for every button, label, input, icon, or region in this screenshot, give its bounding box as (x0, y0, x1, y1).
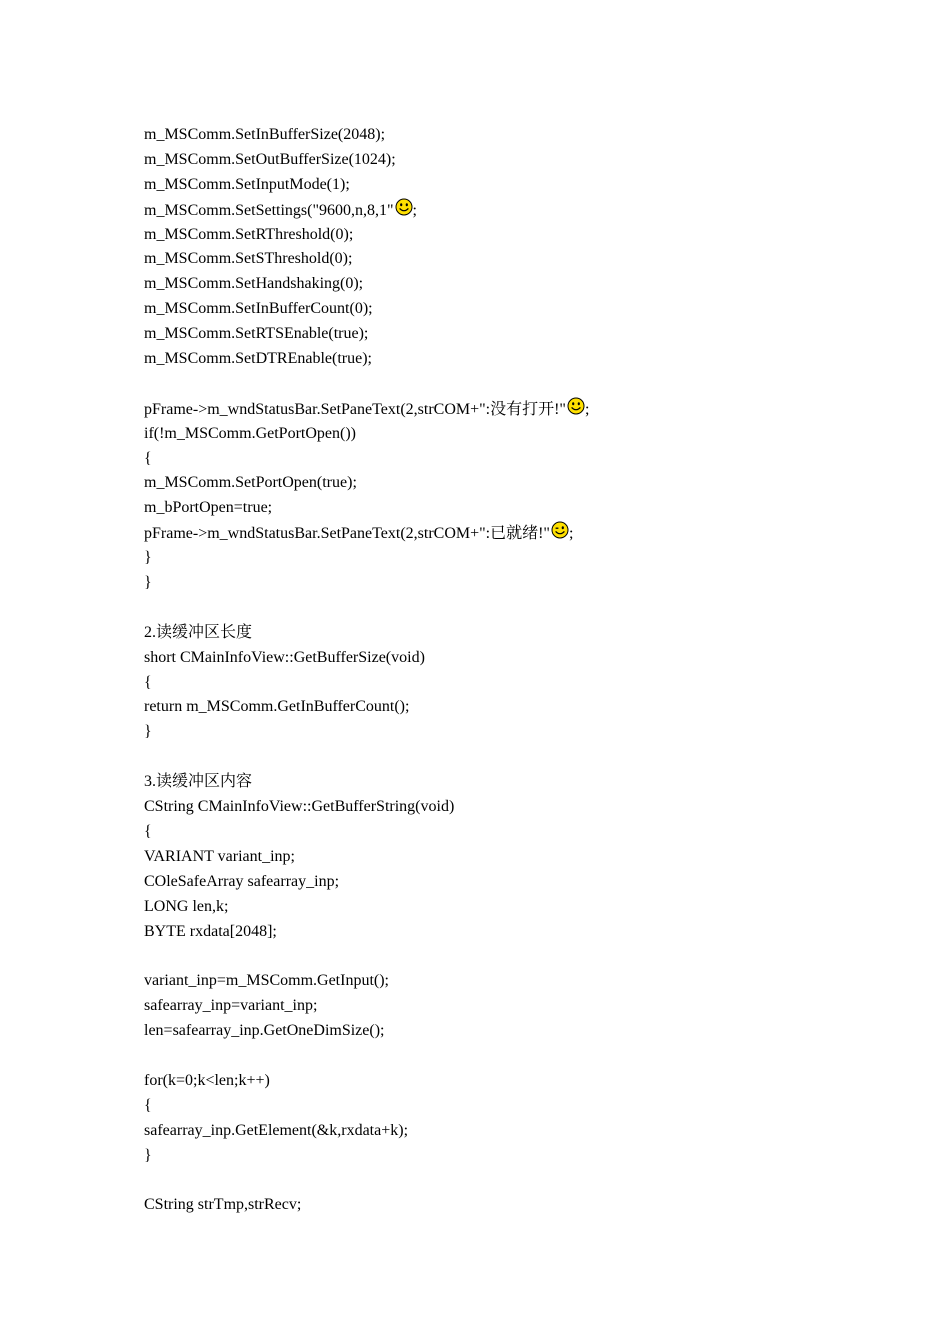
code-line (144, 1144, 904, 1169)
code-line (144, 895, 904, 920)
code-line-suffix: ; (412, 201, 417, 219)
code-line (144, 123, 904, 148)
code-line-text: variant_inp=m_MSComm.GetInput(); (144, 972, 389, 990)
code-line-text: { (144, 449, 152, 467)
smile-emoticon-icon (395, 198, 413, 216)
code-line-text: LONG len,k; (144, 897, 229, 915)
blank-line (144, 372, 904, 397)
code-line (144, 1094, 904, 1119)
code-line-suffix: ; (584, 400, 590, 418)
code-line-text: m_MSComm.SetSettings("9600,n,8,1" (144, 201, 394, 219)
blank-line (144, 745, 904, 770)
code-line-text: for(k=0;k<len;k++) (144, 1071, 270, 1089)
smile-emoticon-icon (567, 397, 585, 415)
wink-emoticon-icon (551, 521, 569, 539)
code-line-text: short CMainInfoView::GetBufferSize(void) (144, 648, 425, 666)
code-line-text: 3.读缓冲区内容 (144, 773, 253, 791)
code-line (144, 422, 904, 447)
code-line (144, 247, 904, 272)
code-line-text: { (144, 822, 152, 840)
code-line-text: CString CMainInfoView::GetBufferString(void) (144, 798, 455, 816)
code-line-text: } (144, 549, 152, 567)
code-line (144, 770, 904, 795)
code-line (144, 1193, 904, 1218)
code-line (144, 571, 904, 596)
emoticon-eye (572, 402, 574, 405)
code-line (144, 521, 904, 546)
code-listing (144, 123, 904, 1218)
code-line (144, 198, 904, 223)
code-line-text: 2.读缓冲区长度 (144, 623, 253, 641)
code-line-text: } (144, 723, 152, 741)
code-line-text: { (144, 1096, 152, 1114)
blank-line (144, 596, 904, 621)
code-line (144, 322, 904, 347)
code-line-text: len=safearray_inp.GetOneDimSize(); (144, 1022, 385, 1040)
emoticon-eye (400, 203, 402, 206)
code-line (144, 496, 904, 521)
code-line (144, 297, 904, 322)
code-line (144, 447, 904, 472)
code-line-text: m_MSComm.SetInBufferCount(0); (144, 300, 373, 318)
blank-line (144, 944, 904, 969)
code-line-text: m_MSComm.SetHandshaking(0); (144, 275, 364, 293)
code-line (144, 1119, 904, 1144)
code-line (144, 1019, 904, 1044)
code-line-text: m_bPortOpen=true; (144, 499, 273, 517)
emoticon-eye (405, 203, 407, 206)
code-line-text: m_MSComm.SetInputMode(1); (144, 175, 350, 193)
code-line-text: if(!m_MSComm.GetPortOpen()) (144, 424, 356, 442)
code-line-text: m_MSComm.SetOutBufferSize(1024); (144, 150, 396, 168)
code-line-text: m_MSComm.SetInBufferSize(2048); (144, 126, 386, 143)
code-line-text: VARIANT variant_inp; (144, 847, 295, 865)
emoticon-face (552, 522, 568, 538)
code-line (144, 148, 904, 173)
code-line-text: BYTE rxdata[2048]; (144, 922, 277, 940)
code-line (144, 920, 904, 945)
code-line-text: m_MSComm.SetRThreshold(0); (144, 225, 354, 243)
emoticon-eye (578, 402, 580, 405)
code-line (144, 471, 904, 496)
code-line (144, 546, 904, 571)
code-line (144, 272, 904, 297)
code-line (144, 223, 904, 248)
code-line (144, 870, 904, 895)
code-line-text: return m_MSComm.GetInBufferCount(); (144, 698, 410, 716)
code-line (144, 173, 904, 198)
blank-line (144, 1168, 904, 1193)
code-line (144, 671, 904, 696)
code-line (144, 397, 904, 422)
code-line (144, 795, 904, 820)
code-line (144, 646, 904, 671)
code-line (144, 347, 904, 372)
code-line (144, 820, 904, 845)
emoticon-eye (562, 527, 564, 530)
code-line-text: { (144, 673, 152, 691)
code-line-text: m_MSComm.SetDTREnable(true); (144, 350, 372, 368)
code-line-text: } (144, 574, 152, 592)
code-line (144, 969, 904, 994)
code-line-text: CString strTmp,strRecv; (144, 1196, 302, 1214)
code-line-text: pFrame->m_wndStatusBar.SetPaneText(2,strCOM+":没有打开!" (144, 400, 566, 418)
code-line (144, 994, 904, 1019)
code-line-text: COleSafeArray safearray_inp; (144, 872, 340, 890)
code-line (144, 695, 904, 720)
emoticon-face (396, 199, 412, 215)
code-line (144, 621, 904, 646)
code-line (144, 1069, 904, 1094)
blank-line (144, 1044, 904, 1069)
code-line-text: } (144, 1146, 152, 1164)
code-line-text: safearray_inp=variant_inp; (144, 997, 318, 1015)
code-line-text: m_MSComm.SetPortOpen(true); (144, 474, 357, 492)
code-line-text: m_MSComm.SetRTSEnable(true); (144, 325, 369, 343)
code-line-text: m_MSComm.SetSThreshold(0); (144, 250, 353, 268)
code-line (144, 845, 904, 870)
code-line-text: pFrame->m_wndStatusBar.SetPaneText(2,strCOM+":已就绪!" (144, 525, 550, 543)
code-line-suffix: ; (568, 525, 574, 543)
code-line-text: safearray_inp.GetElement(&k,rxdata+k); (144, 1121, 409, 1139)
code-line (144, 720, 904, 745)
emoticon-face (568, 398, 584, 414)
